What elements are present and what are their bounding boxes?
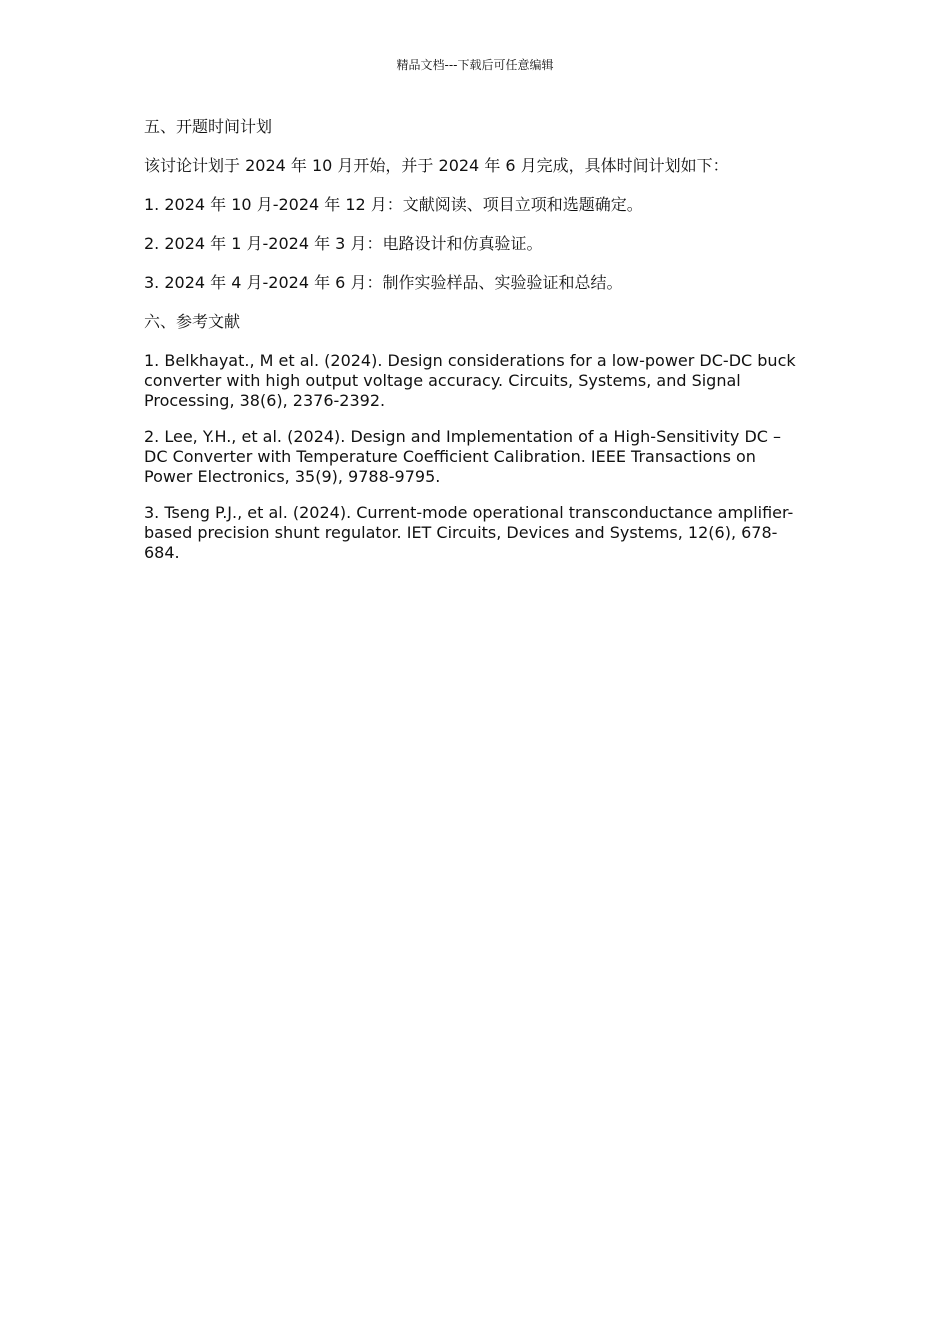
schedule-item: 3. 2024 年 4 月-2024 年 6 月：制作实验样品、实验验证和总结。: [144, 273, 623, 292]
schedule-item: 1. 2024 年 10 月-2024 年 12 月：文献阅读、项目立项和选题确定。: [144, 195, 643, 214]
page-header: 精品文档---下载后可任意编辑: [396, 58, 554, 72]
section-heading-references: 六、参考文献: [144, 312, 241, 331]
reference-item: 1. Belkhayat., M et al. (2024). Design considerations for a low-power DC-DC buck converter with high output voltage accuracy. Circuits, Systems, and Signal Processing, 38(6), 2376-2392.: [144, 351, 796, 410]
section-heading-schedule: 五、开题时间计划: [144, 117, 273, 136]
reference-item: 2. Lee, Y.H., et al. (2024). Design and Implementation of a High-Sensitivity DC – DC Converter with Temperature Coefficient Calibration. IEEE Transactions on Power Electronics, 35(9), 9788-9795.: [144, 427, 782, 486]
schedule-intro: 该讨论计划于 2024 年 10 月开始，并于 2024 年 6 月完成，具体时间计划如下：: [144, 156, 729, 175]
document-body: [144, 117, 806, 579]
reference-item: 3. Tseng P.J., et al. (2024). Current-mode operational transconductance amplifier-based precision shunt regulator. IET Circuits, Devices and Systems, 12(6), 678-684.: [144, 503, 794, 562]
schedule-item: 2. 2024 年 1 月-2024 年 3 月：电路设计和仿真验证。: [144, 234, 543, 253]
